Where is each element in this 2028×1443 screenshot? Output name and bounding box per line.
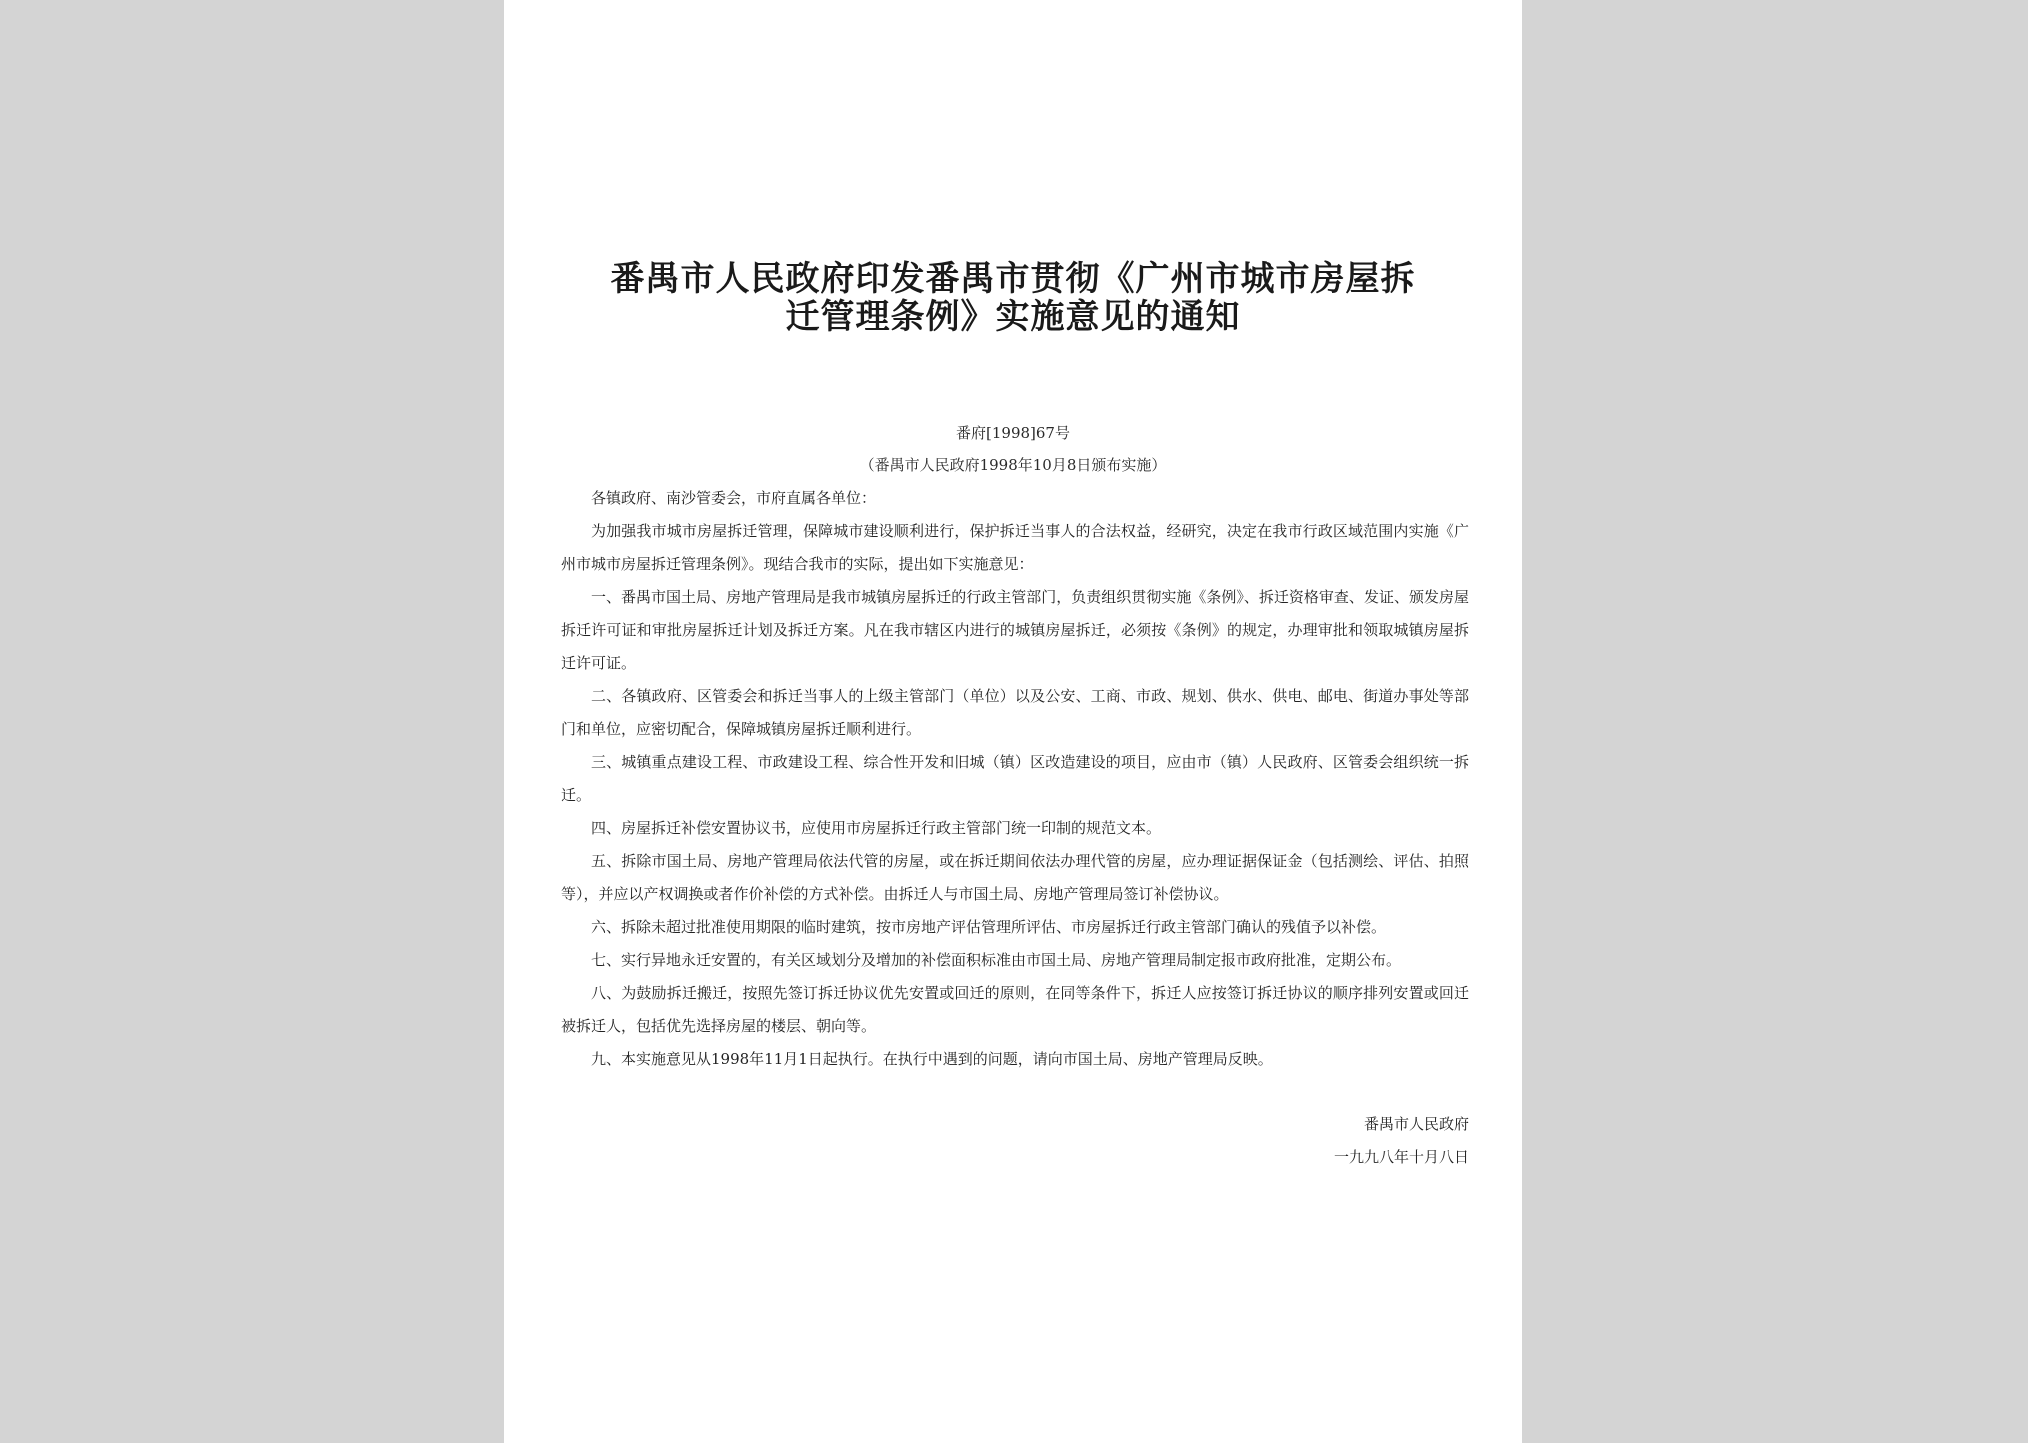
- signature-date: 一九九八年十月八日: [1333, 1148, 1469, 1166]
- body-paragraph: 五、拆除市国土局、房地产管理局依法代管的房屋，或在拆迁期间依法办理代管的房屋，应办理证据保证金（包括测绘、评估、拍照等），并应以产权调换或者作价补偿的方式补偿。由拆迁人与市国土局、房地产管理局签订补偿协议。: [561, 852, 1469, 903]
- document-number: 番府[1998]67号: [956, 424, 1070, 442]
- body-paragraph: 八、为鼓励拆迁搬迁，按照先签订拆迁协议优先安置或回迁的原则，在同等条件下，拆迁人应按签订拆迁协议的顺序排列安置或回迁被拆迁人，包括优先选择房屋的楼层、朝向等。: [561, 984, 1469, 1035]
- body-paragraph: 四、房屋拆迁补偿安置协议书，应使用市房屋拆迁行政主管部门统一印制的规范文本。: [591, 819, 1162, 837]
- document-page: [504, 0, 1522, 1443]
- issued-note: （番禺市人民政府1998年10月8日颁布实施）: [859, 456, 1167, 474]
- title-line-1: 番禺市人民政府印发番禺市贯彻《广州市城市房屋拆: [610, 259, 1416, 299]
- body-paragraph: 一、番禺市国土局、房地产管理局是我市城镇房屋拆迁的行政主管部门，负责组织贯彻实施《条例》、拆迁资格审查、发证、颁发房屋拆迁许可证和审批房屋拆迁计划及拆迁方案。凡在我市辖区内进行的城镇房屋拆迁，必须按《条例》的规定，办理审批和领取城镇房屋拆迁许可证。: [561, 588, 1469, 672]
- body-paragraph: 二、各镇政府、区管委会和拆迁当事人的上级主管部门（单位）以及公安、工商、市政、规划、供水、供电、邮电、街道办事处等部门和单位，应密切配合，保障城镇房屋拆迁顺利进行。: [561, 687, 1469, 738]
- document-title: [599, 260, 1427, 336]
- body-paragraph: 六、拆除未超过批准使用期限的临时建筑，按市房地产评估管理所评估、市房屋拆迁行政主管部门确认的残值予以补偿。: [591, 918, 1387, 936]
- body-paragraph: 三、城镇重点建设工程、市政建设工程、综合性开发和旧城（镇）区改造建设的项目，应由市（镇）人民政府、区管委会组织统一拆迁。: [561, 753, 1469, 804]
- signature-org: 番禺市人民政府: [1363, 1115, 1469, 1133]
- body-paragraph: 九、本实施意见从1998年11月1日起执行。在执行中遇到的问题，请向市国土局、房地产管理局反映。: [591, 1050, 1273, 1068]
- body-paragraph: 七、实行异地永迁安置的，有关区域划分及增加的补偿面积标准由市国土局、房地产管理局制定报市政府批准，定期公布。: [591, 951, 1402, 969]
- body-paragraph: 为加强我市城市房屋拆迁管理，保障城市建设顺利进行，保护拆迁当事人的合法权益，经研究，决定在我市行政区域范围内实施《广州市城市房屋拆迁管理条例》。现结合我市的实际，提出如下实施意见：: [561, 522, 1469, 573]
- document-body: [561, 482, 1469, 1076]
- title-line-2: 迁管理条例》实施意见的通知: [785, 297, 1241, 337]
- addressee: 各镇政府、南沙管委会，市府直属各单位：: [591, 489, 877, 507]
